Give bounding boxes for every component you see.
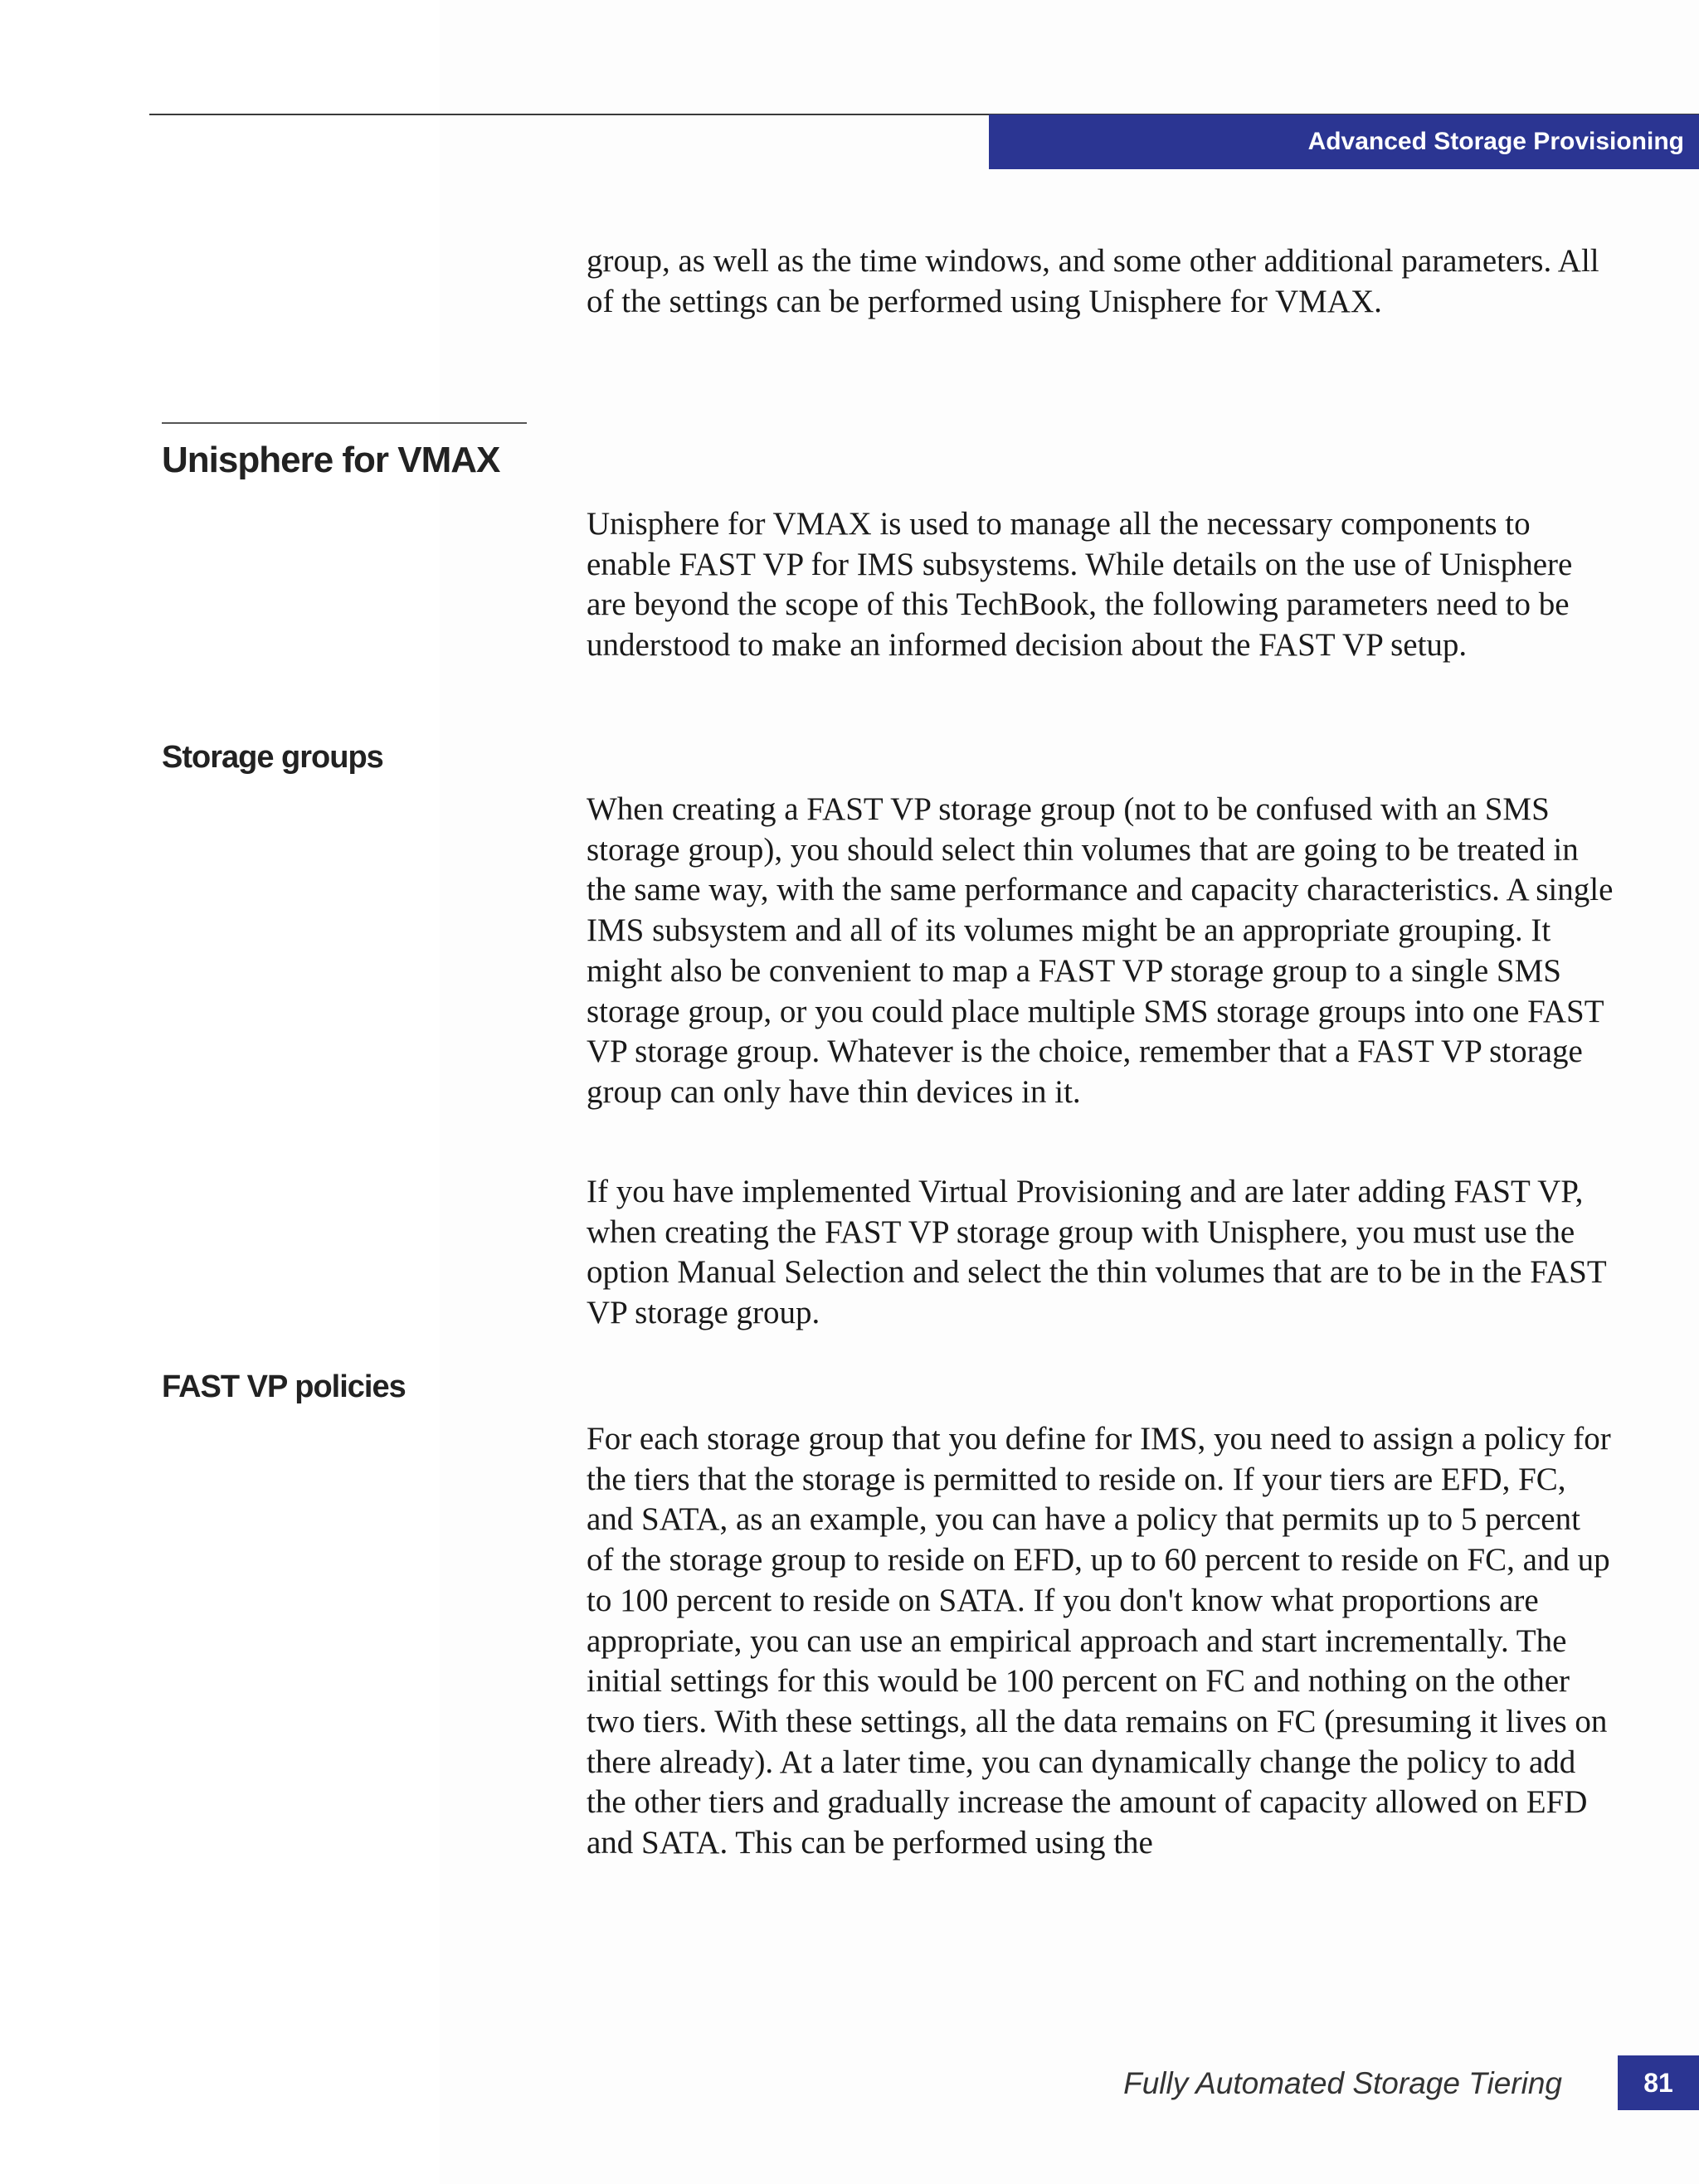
storage-groups-paragraph-1: When creating a FAST VP storage group (not to be confused with an SMS storage group), you should select thin volumes that are going to be treated in the same way, with the same performance and capacity characteristics. A single IMS subsystem and all of its volumes might be an appropriate grouping. It might also be convenient to map a FAST VP storage group to a single SMS storage group, or you could place multiple SMS storage groups into one FAST VP storage group. Whatever is the choice, remember that a FAST VP storage group can only have thin devices in it.	[587, 791, 1614, 1110]
page-number-box	[1618, 2055, 1699, 2110]
intro-paragraph: group, as well as the time windows, and some other additional parameters. All of the settings can be performed using Unisphere for VMAX.	[587, 243, 1599, 319]
fast-vp-policies-paragraph: For each storage group that you define for IMS, you need to assign a policy for the tiers that the storage is permitted to reside on. If your tiers are EFD, FC, and SATA, as an example, you can have a policy that permits up to 5 percent of the storage group to reside on EFD, up to 60 percent to reside on FC, and up to 100 percent to reside on SATA. If you don't know what proportions are appropriate, you can use an empirical approach and start incrementally. The initial settings for this would be 100 percent on FC and nothing on the other two tiers. With these settings, all the data remains on FC (presuming it lives on there already). At a later time, you can dynamically change the policy to add the other tiers and gradually increase the amount of capacity allowed on EFD and SATA. This can be performed using the	[587, 1421, 1611, 1861]
chapter-header-band	[989, 114, 1699, 169]
section-rule	[162, 422, 527, 424]
subsection-heading-fast-vp-policies: FAST VP policies	[162, 1369, 406, 1404]
unisphere-paragraph: Unisphere for VMAX is used to manage all the necessary components to enable FAST VP for IMS subsystems. While details on the use of Unisphere are beyond the scope of this TechBook, the following parameters need to be understood to make an informed decision about the FAST VP setup.	[587, 506, 1573, 664]
section-heading-unisphere: Unisphere for VMAX	[162, 440, 500, 480]
left-margin-background	[0, 0, 440, 2184]
storage-groups-paragraph-2: If you have implemented Virtual Provisioning and are later adding FAST VP, when creating the FAST VP storage group with Unisphere, you must use the option Manual Selection and select the thin volumes that are to be in the FAST VP storage group.	[587, 1174, 1606, 1331]
page-number: 81	[1643, 2068, 1673, 2098]
footer-title: Fully Automated Storage Tiering	[1123, 2066, 1562, 2100]
subsection-heading-storage-groups: Storage groups	[162, 740, 383, 775]
chapter-title: Advanced Storage Provisioning	[1307, 128, 1684, 155]
